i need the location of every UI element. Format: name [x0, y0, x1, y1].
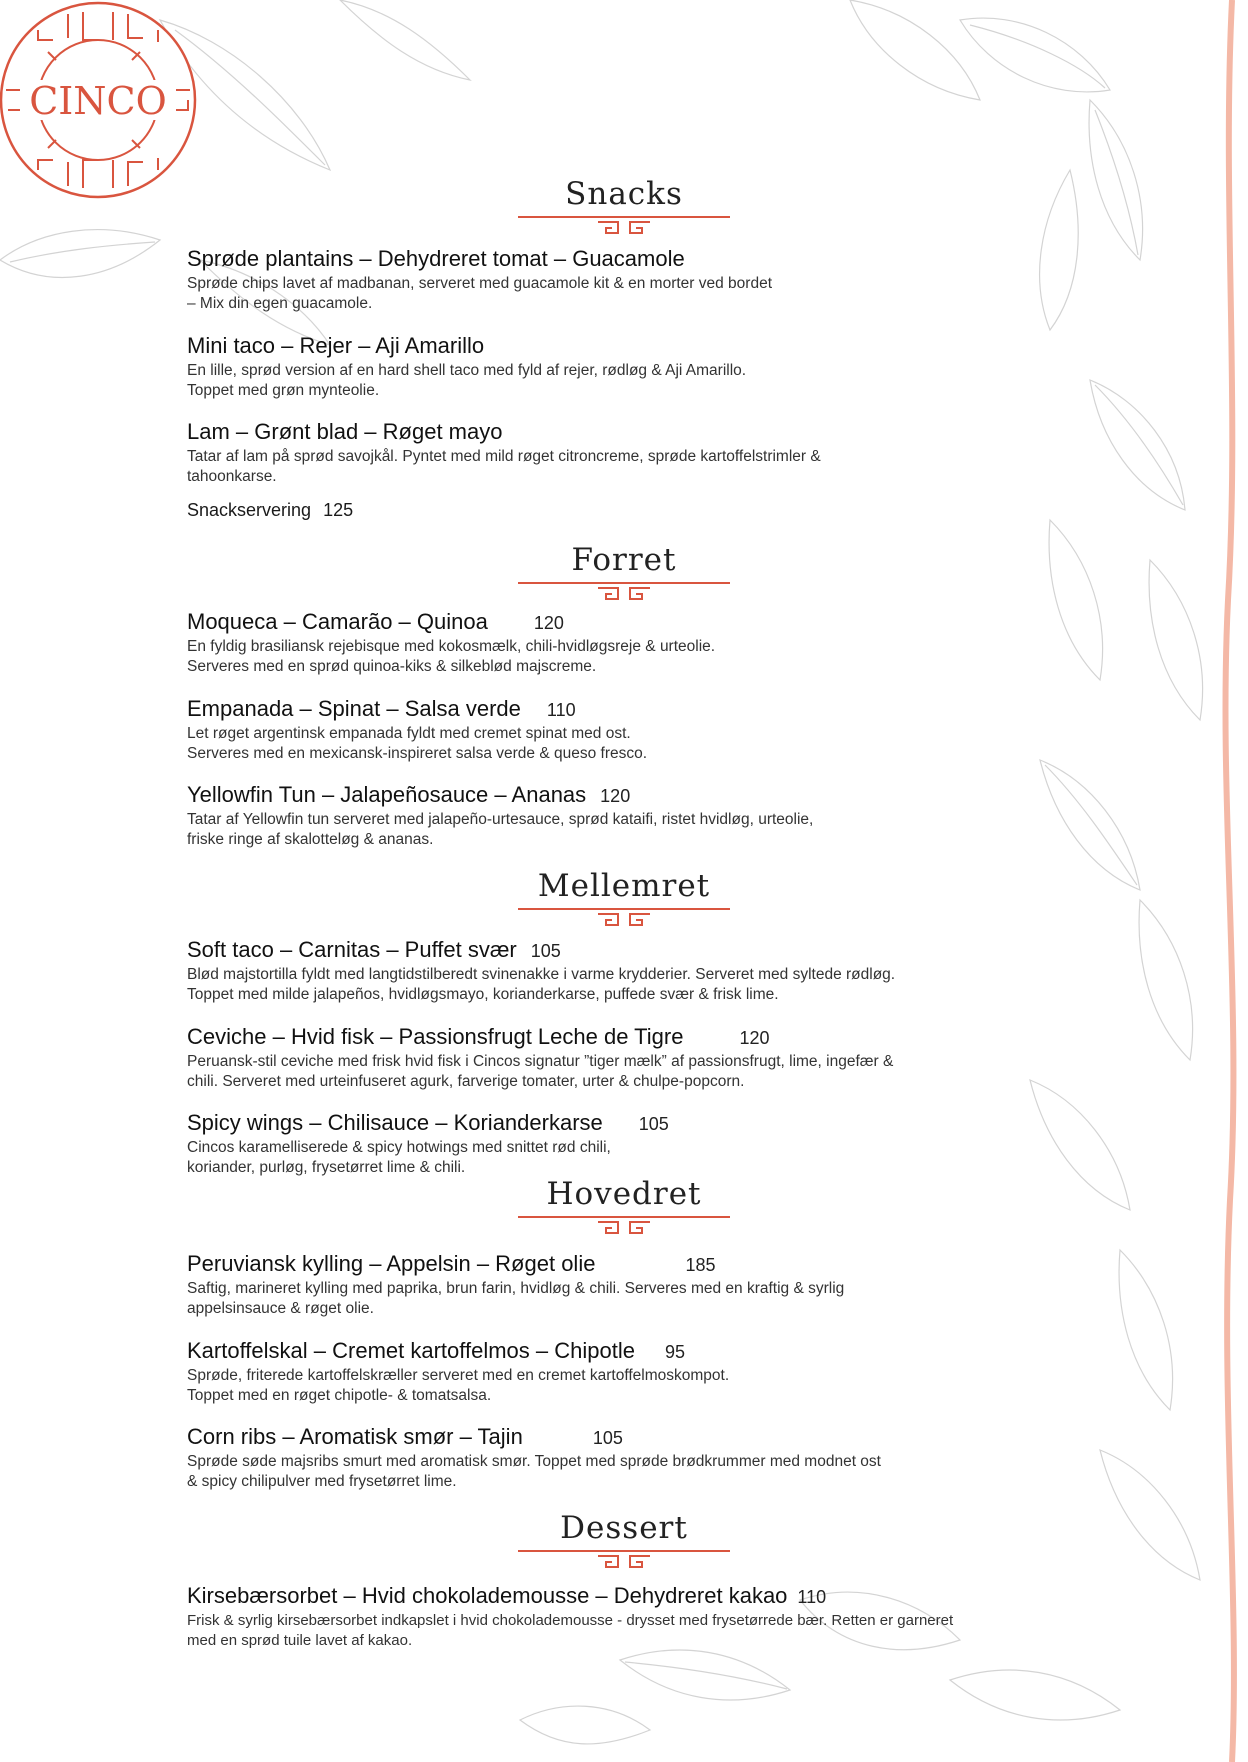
dish-name: Corn ribs – Aromatisk smør – Tajin	[187, 1424, 523, 1449]
dish-price: 110	[546, 700, 576, 720]
dish-description: En fyldig brasiliansk rejebisque med kokosmælk, chili-hvidløgsreje & urteolie. Serveres med en sprød quinoa-kiks & silkeblød majscreme.	[187, 638, 716, 675]
dish-item	[187, 1338, 1087, 1406]
dish-description: Frisk & syrlig kirsebærsorbet indkapslet i hvid chokolademousse - drysset med frysetørrede bær. Retten er garneret med en sprød tuile lavet af kakao.	[187, 1612, 954, 1649]
dish-item	[187, 1583, 1227, 1651]
dish-price: 105	[592, 1428, 623, 1448]
dish-item	[187, 782, 1087, 850]
dish-name: Spicy wings – Chilisauce – Korianderkarse	[187, 1110, 603, 1135]
serving-label: Snackservering	[187, 500, 312, 520]
dish-name: Empanada – Spinat – Salsa verde	[187, 696, 521, 721]
section-hovedret	[518, 1176, 730, 1236]
dish-price: 110	[797, 1587, 827, 1607]
dish-description: Tatar af Yellowfin tun serveret med jalapeño-urtesauce, sprød kataifi, ristet hvidløg, urteolie, friske ringe af skalotteløg & ananas.	[187, 811, 814, 848]
dish-name: Moqueca – Camarão – Quinoa	[187, 609, 488, 634]
dish-item	[187, 696, 1087, 764]
section-dessert	[518, 1510, 730, 1570]
section-mellemret	[518, 868, 730, 928]
dish-name: Peruviansk kylling – Appelsin – Røget olie	[187, 1251, 596, 1276]
dish-name: Yellowfin Tun – Jalapeñosauce – Ananas	[187, 782, 587, 807]
section-snacks	[518, 176, 730, 236]
ornament-icon	[518, 214, 730, 236]
dish-price: 120	[533, 613, 564, 633]
dish-name: Ceviche – Hvid fisk – Passionsfrugt Leche de Tigre	[187, 1024, 684, 1049]
dish-name: Kirsebærsorbet – Hvid chokolademousse – Dehydreret kakao	[187, 1583, 788, 1608]
dish-description: Cincos karamelliserede & spicy hotwings med snittet rød chili, koriander, purløg, frysetørret lime & chili.	[187, 1139, 611, 1176]
dish-name: Lam – Grønt blad – Røget mayo	[187, 419, 503, 444]
section-title: Snacks	[565, 176, 683, 212]
dish-price: 105	[638, 1114, 669, 1134]
dish-price: 120	[600, 786, 631, 806]
dish-description: Sprøde søde majsribs smurt med aromatisk smør. Toppet med sprøde brødkrummer med modnet ost & spicy chilipulver med frysetørret lime.	[187, 1453, 881, 1490]
dish-name: Soft taco – Carnitas – Puffet svær	[187, 937, 517, 962]
dish-name: Mini taco – Rejer – Aji Amarillo	[187, 333, 485, 358]
ornament-icon	[518, 1548, 730, 1570]
dish-description: Blød majstortilla fyldt med langtidstilberedt svinenakke i varme krydderier. Serveret med syltede rødløg. Toppet med milde jalapeños, hvidløgsmayo, korianderkarse, puffede svær & frisk lime.	[187, 966, 896, 1003]
ornament-icon	[518, 580, 730, 602]
dish-price: 105	[530, 941, 561, 961]
snack-serving	[187, 500, 353, 521]
dish-price: 95	[664, 1342, 685, 1362]
dish-item	[187, 1024, 1087, 1092]
serving-price: 125	[323, 500, 354, 520]
dish-item	[187, 246, 1087, 314]
ornament-icon	[518, 1214, 730, 1236]
dish-name: Kartoffelskal – Cremet kartoffelmos – Chipotle	[187, 1338, 635, 1363]
cinco-logo	[0, 0, 198, 200]
dish-description: Saftig, marineret kylling med paprika, brun farin, hvidløg & chili. Serveres med en kraftig & syrlig appelsinsauce & røget olie.	[187, 1280, 845, 1317]
dish-description: Sprøde, friterede kartoffelskræller serveret med en cremet kartoffelmoskompot. Toppet med en røget chipotle- & tomatsalsa.	[187, 1367, 730, 1404]
dish-item	[187, 1251, 1087, 1319]
dish-description: Peruansk-stil ceviche med frisk hvid fisk i Cincos signatur ”tiger mælk” af passionsfrugt, lime, ingefær & chili. Serveret med urteinfuseret agurk, farverige tomater, urter & chulpe-popcorn.	[187, 1053, 894, 1090]
dish-item	[187, 609, 1087, 677]
section-title: Hovedret	[546, 1176, 702, 1212]
dish-item	[187, 937, 1087, 1005]
dish-price: 120	[739, 1028, 770, 1048]
section-title: Forret	[571, 542, 677, 578]
logo-text: CINCO	[29, 79, 167, 123]
dish-price: 185	[685, 1255, 716, 1275]
section-title: Mellemret	[537, 868, 711, 904]
dish-item	[187, 1424, 1087, 1492]
dish-item	[187, 1110, 1087, 1178]
section-title: Dessert	[560, 1510, 688, 1546]
dish-description: En lille, sprød version af en hard shell taco med fyld af rejer, rødløg & Aji Amarillo. Toppet med grøn mynteolie.	[187, 362, 747, 399]
section-forret	[518, 542, 730, 602]
ornament-icon	[518, 906, 730, 928]
dish-item	[187, 419, 1087, 487]
dish-name: Sprøde plantains – Dehydreret tomat – Guacamole	[187, 246, 685, 271]
dish-description: Tatar af lam på sprød savojkål. Pyntet med mild røget citroncreme, sprøde kartoffelstrimler & tahoonkarse.	[187, 448, 821, 485]
dish-item	[187, 333, 1087, 401]
dish-description: Sprøde chips lavet af madbanan, serveret med guacamole kit & en morter ved bordet – Mix din egen guacamole.	[187, 275, 772, 312]
dish-description: Let røget argentinsk empanada fyldt med cremet spinat med ost. Serveres med en mexicansk-inspireret salsa verde & queso fresco.	[187, 725, 648, 762]
